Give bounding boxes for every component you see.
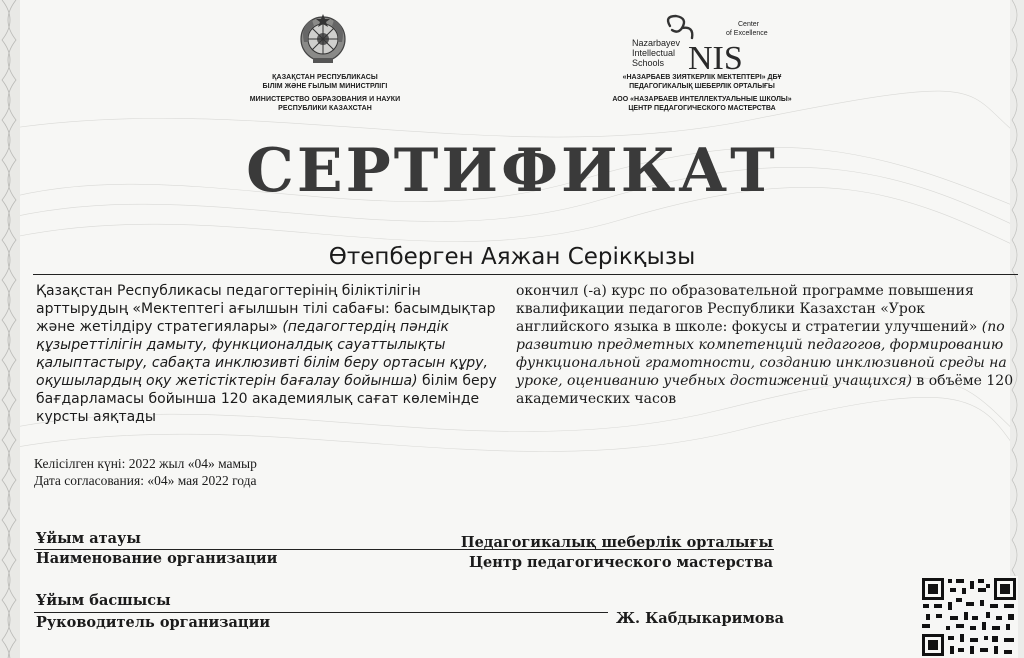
russian-description [516,282,1018,408]
organization-value-ru: Центр педагогического мастерства [469,554,773,571]
certificate-title: СЕРТИФИКАТ [246,136,778,206]
kk-body-part1: Қазақстан Республикасы педагогтерінің біліктілігін арттырудың «Мектептегі ағылшын тілі сабағы: басымдықтар және жетілдіру стратегиялары» [36,283,496,335]
head-line [34,612,608,613]
ru-body-part1: окончил (-а) курс по образовательной программе повышения квалификации педагогов Республики Казахстан «Урок английского языка в школе: фокусы и стратегии улучшений» [516,283,982,335]
nis-center-line1: Center [738,21,760,28]
nis-kk-line2: ПЕДАГОГИКАЛЫҚ ШЕБЕРЛІК ОРТАЛЫҒЫ [629,82,775,90]
ornamental-border-left [0,0,20,658]
ministry-ru-line2: РЕСПУБЛИКИ КАЗАХСТАН [278,104,372,112]
kazakhstan-state-emblem-icon [298,12,348,64]
nis-kk-line1: «НАЗАРБАЕВ ЗИЯТКЕРЛІК МЕКТЕПТЕРІ» ДБҰ [622,74,782,81]
ministry-name [240,74,410,113]
kk-body-part3: білім беру бағдарламасы бойынша 120 академиялық сағат көлемінде курсты аяқтады [36,373,497,425]
agreement-date-kk: Келісілген күні: 2022 жыл «04» мамыр [34,456,257,471]
head-name: Ж. Кабдыкаримова [616,610,785,627]
nis-center-line2: of Excellence [726,30,768,37]
nis-acronym: NIS [688,40,743,74]
agreement-date-ru: Дата согласования: «04» мая 2022 года [34,473,257,488]
nis-ru-line1: АОО «НАЗАРБАЕВ ИНТЕЛЛЕКТУАЛЬНЫЕ ШКОЛЫ» [612,96,792,104]
ru-body-italic: (по развитию предметных компетенций педагогов, формированию функциональной грамотности, созданию инклюзивной среды на уроке, оцениванию учебных достижений учащихся) [516,319,1007,389]
nis-organization-name [612,74,792,113]
ministry-kk-line1: ҚАЗАҚСТАН РЕСПУБЛИКАСЫ [272,74,378,81]
nis-logo-icon [630,12,775,74]
nis-ru-line2: ЦЕНТР ПЕДАГОГИЧЕСКОГО МАСТЕРСТВА [628,104,776,112]
ministry-ru-line1: МИНИСТЕРСТВО ОБРАЗОВАНИЯ И НАУКИ [249,96,401,104]
head-label-ru: Руководитель организации [36,614,271,631]
nis-brand-line3: Schools [632,58,665,68]
organization-label-kk: Ұйым атауы [36,530,141,547]
recipient-underline [33,274,1018,275]
organization-label-ru: Наименование организации [36,550,278,567]
qr-code-icon [920,576,1018,658]
organization-value-kk: Педагогикалық шеберлік орталығы [460,534,773,551]
ru-body-part3: в объёме 120 академических часов [516,373,1014,407]
nis-brand-line2: Intellectual [632,48,676,58]
ministry-kk-line2: БІЛІМ ЖӘНЕ ҒЫЛЫМ МИНИСТРЛІГІ [262,82,388,90]
kazakh-description [36,282,504,426]
kk-body-italic: (педагогтердің пәндік құзыреттілігін дамыту, функционалдық сауаттылықты қалыптастыру, сабақта инклюзивті білім беру ортасын құру, оқушылардың оқу жетістіктерін бағалау бойынша) [36,319,488,389]
head-label-kk: Ұйым басшысы [36,592,171,609]
nis-brand-line1: Nazarbayev [632,38,681,48]
recipient-name: Өтепберген Аяжан Серікқызы [328,244,696,270]
